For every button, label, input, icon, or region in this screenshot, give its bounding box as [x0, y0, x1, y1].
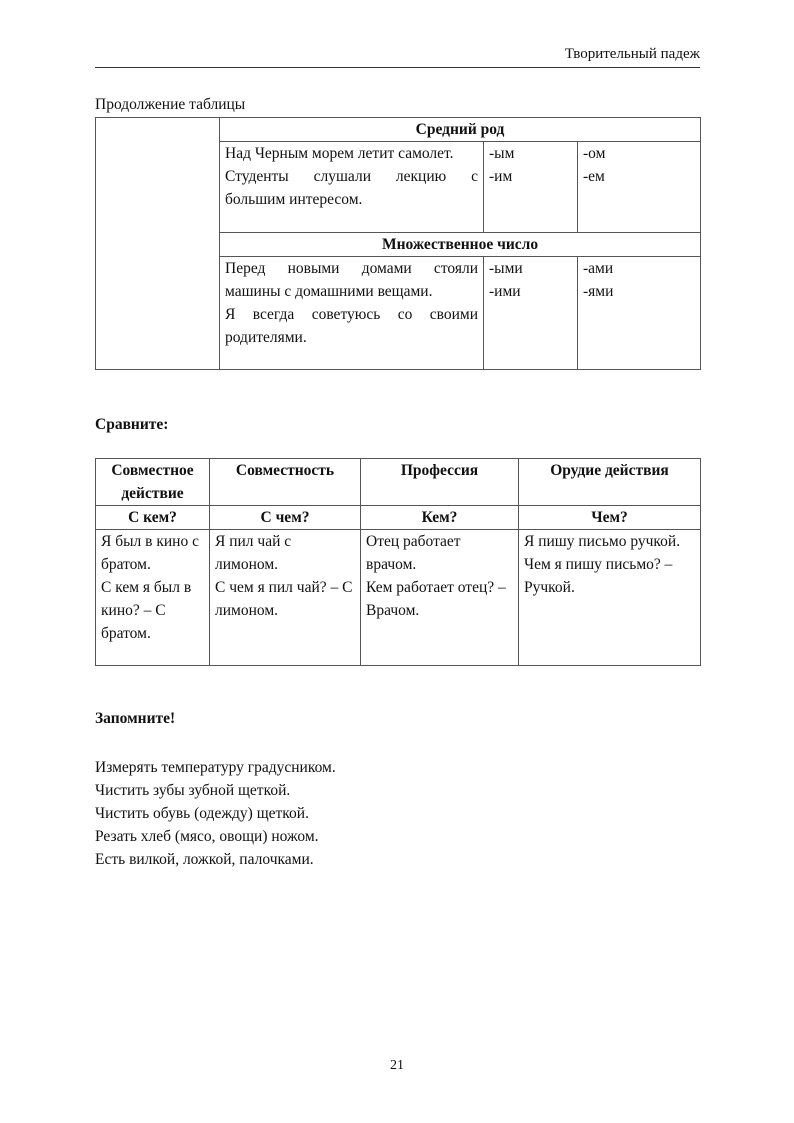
ending: -ями — [583, 283, 614, 300]
remember-line: Есть вилкой, ложкой, палочками. — [95, 851, 314, 868]
example: Над Черным морем летит самолет. — [225, 145, 454, 162]
column-title: Совместное действие — [96, 459, 210, 506]
ending: -ыми — [489, 260, 523, 277]
column-question: Чем? — [519, 506, 701, 530]
example: С кем я был в кино? – С братом. — [101, 579, 192, 642]
neuter-adj-endings — [484, 142, 578, 233]
remember-line: Чистить обувь (одежду) щеткой. — [95, 805, 309, 822]
column-examples — [361, 530, 519, 666]
table-continuation-label: Продолжение таблицы — [95, 96, 246, 113]
example: С чем я пил чай? – С лимоном. — [215, 579, 353, 619]
example: Кем работает отец? – Врачом. — [366, 579, 506, 619]
page-number: 21 — [390, 1058, 404, 1073]
ending: -им — [489, 168, 513, 185]
compare-heading: Сравните: — [95, 416, 169, 433]
neuter-noun-endings — [578, 142, 701, 233]
empty-cell — [96, 118, 220, 370]
plural-adj-endings — [484, 257, 578, 370]
column-title: Совместность — [210, 459, 361, 506]
ending: -ым — [489, 145, 515, 162]
column-title: Орудие действия — [519, 459, 701, 506]
remember-line: Чистить зубы зубной щеткой. — [95, 782, 291, 799]
plural-noun-endings — [578, 257, 701, 370]
column-examples — [519, 530, 701, 666]
example: Я пил чай с лимоном. — [215, 533, 292, 573]
column-title: Профессия — [361, 459, 519, 506]
example: Отец работает врачом. — [366, 533, 461, 573]
ending: -ом — [583, 145, 606, 162]
plural-examples — [220, 257, 484, 370]
ending: -ем — [583, 168, 605, 185]
neuter-heading: Средний род — [220, 118, 701, 142]
example: Чем я пишу письмо? – Ручкой. — [524, 556, 673, 596]
remember-line: Резать хлеб (мясо, овощи) ножом. — [95, 828, 319, 845]
example: Я всегда советуюсь со своими родителями. — [225, 306, 478, 346]
ending: -ами — [583, 260, 614, 277]
column-question: С чем? — [210, 506, 361, 530]
ending: -ими — [489, 283, 521, 300]
column-question: Кем? — [361, 506, 519, 530]
column-question: С кем? — [96, 506, 210, 530]
example: Я был в кино с братом. — [101, 533, 199, 573]
endings-table — [95, 117, 701, 370]
running-header: Творительный падеж — [95, 46, 700, 68]
plural-heading: Множественное число — [220, 233, 701, 257]
example: Перед новыми домами стояли машины с домашними вещами. — [225, 260, 478, 300]
example: Студенты слушали лекцию с большим интересом. — [225, 168, 478, 208]
neuter-examples — [220, 142, 484, 233]
compare-table — [95, 458, 701, 666]
remember-line: Измерять температуру градусником. — [95, 759, 336, 776]
column-examples — [96, 530, 210, 666]
remember-list — [95, 756, 336, 871]
example: Я пишу письмо ручкой. — [524, 533, 681, 550]
remember-heading: Запомните! — [95, 710, 176, 727]
column-examples — [210, 530, 361, 666]
